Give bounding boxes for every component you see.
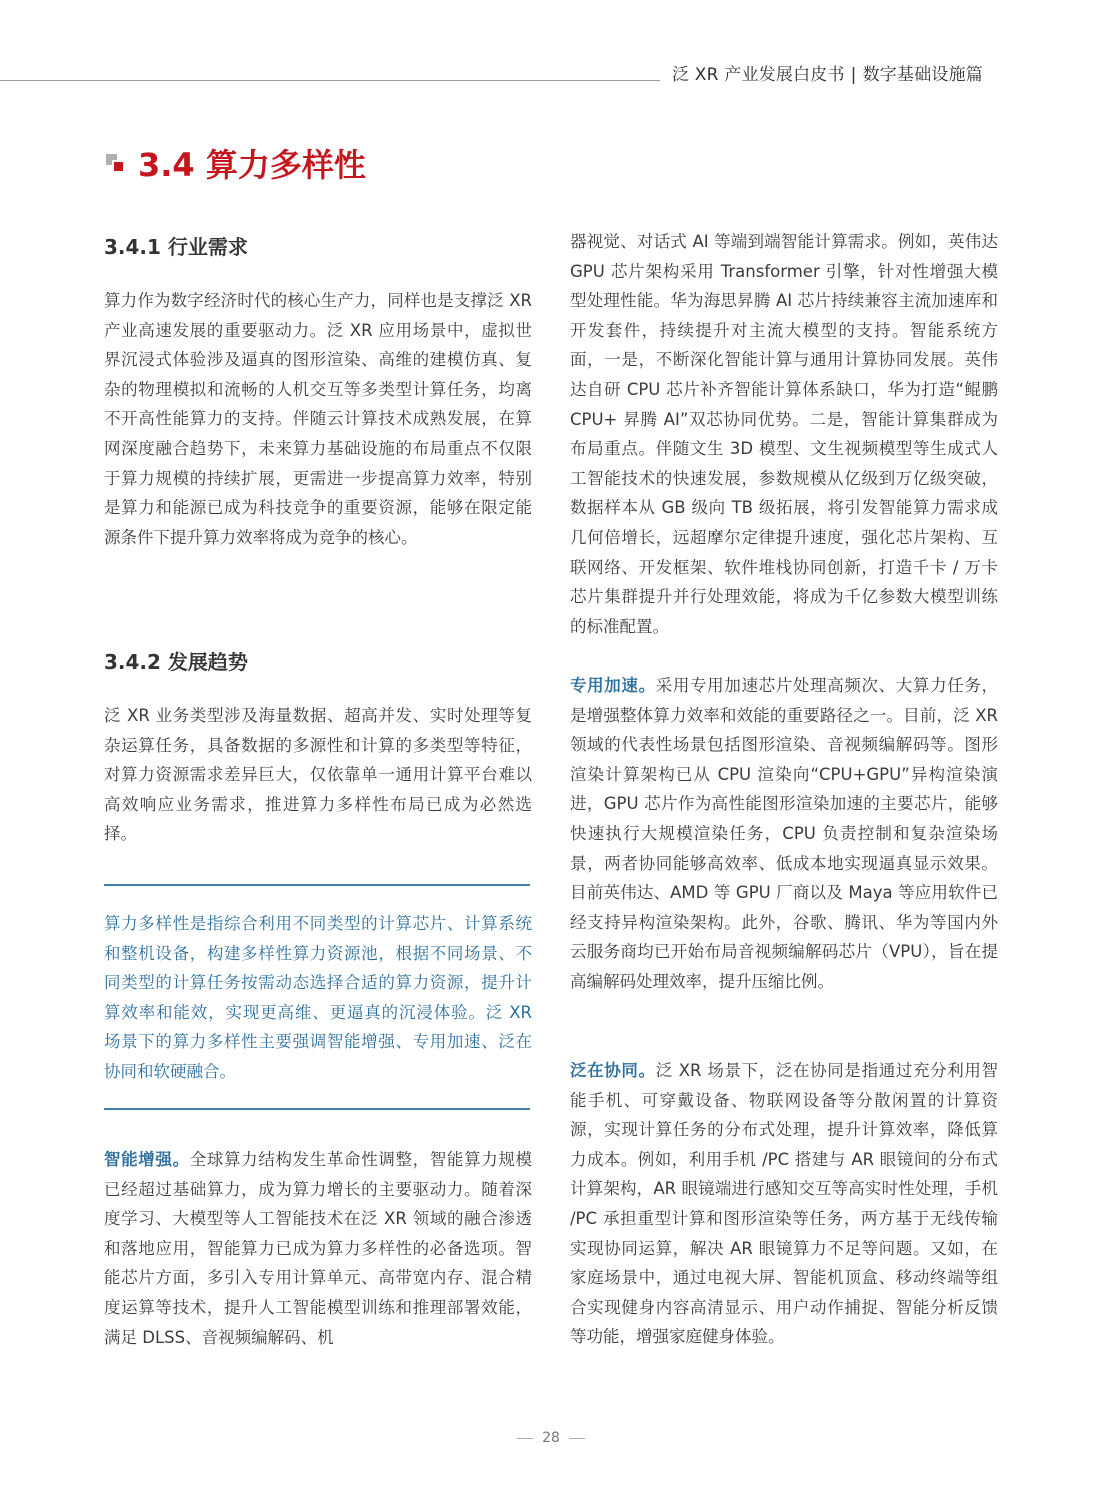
paragraph-dedicated-acceleration (570, 671, 998, 997)
doc-title: 泛 XR 产业发展白皮书 (672, 65, 845, 85)
footer-dash-right (569, 1438, 585, 1439)
lead-intelligent-enhancement: 智能增强。 (104, 1150, 190, 1169)
body-intelligent-enhancement: 全球算力结构发生革命性调整，智能算力规模已经超过基础算力，成为算力增长的主要驱动力。随着深度学习、大模型等人工智能技术在泛 XR 领域的融合渗透和落地应用，智能算力已成为算力多样性的必备选项。智能芯片方面，多引入专用计算单元、高带宽内存、混合精度运算等技术，提升人工智能模型训练和推理部署效能，满足 DLSS、音视频编解码、机 (104, 1150, 533, 1347)
page-number: 28 (542, 1430, 560, 1446)
paragraph-intelligent-enhancement (104, 1145, 532, 1352)
paragraph-ubiquitous-collaboration (570, 1056, 998, 1352)
paragraph-development-trend: 泛 XR 业务类型涉及海量数据、超高并发、实时处理等复杂运算任务，具备数据的多源性和计算的多类型等特征，对算力资源需求差异巨大，仅依靠单一通用计算平台难以高效响应业务需求，推进算力多样性布局已成为必然选择。 (104, 706, 532, 844)
section-title: 3.4 算力多样性 (138, 146, 366, 184)
page-footer (0, 1430, 1102, 1446)
header-rule (0, 80, 660, 81)
header-separator: | (850, 65, 857, 85)
paragraph-industry-demand: 算力作为数字经济时代的核心生产力，同样也是支撑泛 XR 产业高速发展的重要驱动力。泛 XR 应用场景中，虚拟世界沉浸式体验涉及逼真的图形渲染、高维的建模仿真、复杂的物理模拟和流畅的人机交互等多类型计算任务，均离不开高性能算力的支持。伴随云计算技术成熟发展，在算网深度融合趋势下，未来算力基础设施的布局重点不仅限于算力规模的持续扩展，更需进一步提高算力效率，特别是算力和能源已成为科技竞争的重要资源，能够在限定能源条件下提升算力效率将成为竞争的核心。 (104, 291, 532, 547)
lead-ubiquitous-collaboration: 泛在协同。 (570, 1061, 656, 1080)
section-square-icon-front (112, 160, 125, 173)
footer-dash-left (517, 1438, 533, 1439)
running-header (672, 60, 983, 85)
callout-definition: 算力多样性是指综合利用不同类型的计算芯片、计算系统和整机设备，构建多样性算力资源池，根据不同场景、不同类型的计算任务按需动态选择合适的算力资源，提升计算效率和能效，实现更高维、更逼真的沉浸体验。泛 XR 场景下的算力多样性主要强调智能增强、专用加速、泛在协同和软硬融合。 (104, 914, 532, 1081)
subheading-development-trend: 3.4.2 发展趋势 (104, 650, 248, 674)
section-name: 数字基础设施篇 (862, 65, 984, 85)
paragraph-intelligent-continued: 器视觉、对话式 AI 等端到端智能计算需求。例如，英伟达 GPU 芯片架构采用 Transformer 引擎，针对性增强大模型处理性能。华为海思昇腾 AI 芯片持续兼容主流加速库和开发套件，持续提升对主流大模型的支持。智能系统方面，一是，不断深化智能计算与通用计算协同发展。英伟达自研 CPU 芯片补齐智能计算体系缺口，华为打造“鲲鹏 CPU+ 昇腾 AI”双芯协同优势。二是，智能计算集群成为布局重点。伴随文生 3D 模型、文生视频模型等生成式人工智能技术的快速发展，参数规模从亿级到万亿级突破，数据样本从 GB 级向 TB 级拓展，将引发智能算力需求成几何倍增长，远超摩尔定律提升速度，强化芯片架构、互联网络、开发框架、软件堆栈协同创新，打造千卡 / 万卡芯片集群提升并行处理效能，将成为千亿参数大模型训练的标准配置。 (570, 232, 998, 636)
subheading-industry-demand: 3.4.1 行业需求 (104, 235, 248, 259)
lead-dedicated-acceleration: 专用加速。 (570, 676, 656, 695)
callout-bottom-rule (104, 1108, 530, 1110)
section-square-icon (106, 154, 126, 174)
body-dedicated-acceleration: 采用专用加速芯片处理高频次、大算力任务，是增强整体算力效率和效能的重要路径之一。目前，泛 XR 领域的代表性场景包括图形渲染、音视频编解码等。图形渲染计算架构已从 CPU 渲染向“CPU+GPU”异构渲染演进，GPU 芯片作为高性能图形渲染加速的主要芯片，能够快速执行大规模渲染任务，CPU 负责控制和复杂渲染场景，两者协同能够高效率、低成本地实现逼真显示效果。目前英伟达、AMD 等 GPU 厂商以及 Maya 等应用软件已经支持异构渲染架构。此外，谷歌、腾讯、华为等国内外云服务商均已开始布局音视频编解码芯片（VPU），旨在提高编解码处理效率，提升压缩比例。 (570, 676, 999, 991)
body-ubiquitous-collaboration: 泛 XR 场景下，泛在协同是指通过充分利用智能手机、可穿戴设备、物联网设备等分散闲置的计算资源，实现计算任务的分布式处理，提升计算效率，降低算力成本。例如，利用手机 /PC 搭建与 AR 眼镜间的分布式计算架构，AR 眼镜端进行感知交互等高实时性处理，手机 /PC 承担重型计算和图形渲染等任务，两方基于无线传输实现协同运算，解决 AR 眼镜算力不足等问题。又如，在家庭场景中，通过电视大屏、智能机顶盒、移动终端等组合实现健身内容高清显示、用户动作捕捉、智能分析反馈等功能，增强家庭健身体验。 (570, 1061, 999, 1347)
callout-top-rule (104, 884, 530, 886)
